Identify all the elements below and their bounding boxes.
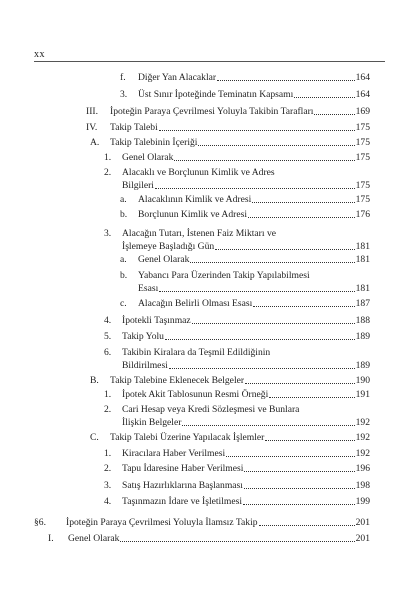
- toc-entry-page-number: 196: [355, 462, 370, 474]
- toc-entry-title: Kiracılara Haber Verilmesi: [122, 447, 226, 459]
- toc-entry-page-number: 198: [355, 479, 370, 491]
- dot-leader: [294, 97, 354, 98]
- toc-entry[interactable]: [90, 374, 370, 388]
- toc-entry-title: Tapu İdaresine Haber Verilmesi: [122, 462, 244, 474]
- toc-entry[interactable]: [34, 516, 370, 530]
- toc-entry[interactable]: [104, 495, 370, 509]
- toc-entry-number: 6.: [104, 347, 112, 358]
- toc-entry[interactable]: [120, 208, 370, 222]
- dot-leader: [248, 217, 355, 218]
- toc-entry-page-number: 189: [355, 359, 370, 371]
- toc-entry-page-number: 164: [355, 88, 370, 100]
- toc-entry-page-number: 201: [355, 532, 370, 544]
- toc-entry-title: Bilgileri: [122, 179, 154, 191]
- toc-entry-title: İpoteğin Paraya Çevrilmesi Yoluyla Takibin Tarafları: [110, 105, 314, 117]
- toc-entry-page-number: 192: [355, 447, 370, 459]
- toc-entry-title-line: Alacağın Tutarı, İstenen Faiz Miktarı ve: [122, 228, 277, 239]
- toc-entry-page-number: 192: [355, 416, 370, 428]
- toc-entry-page-number: 175: [355, 179, 370, 191]
- toc-entry[interactable]: [104, 330, 370, 344]
- toc-entry[interactable]: [120, 193, 370, 207]
- toc-entry-page-number: 188: [355, 314, 370, 326]
- toc-entry-title: İşlemeye Başladığı Gün: [122, 240, 215, 252]
- dot-leader: [269, 397, 354, 398]
- dot-leader: [198, 145, 354, 146]
- toc-entry-page-number: 201: [355, 516, 370, 528]
- toc-entry[interactable]: [90, 136, 370, 150]
- dot-leader: [159, 130, 355, 131]
- toc-entry-page-number: 164: [355, 71, 370, 83]
- toc-entry-page-number: 192: [355, 431, 370, 443]
- toc-entry-number: I.: [48, 532, 54, 544]
- toc-entry-title: Alacağın Belirli Olması Esası: [138, 297, 253, 309]
- toc-entry-number: b.: [120, 208, 128, 220]
- toc-entry[interactable]: [104, 228, 370, 253]
- toc-entry-page-number: 175: [355, 136, 370, 148]
- dot-leader: [245, 383, 355, 384]
- toc-entry-number: IV.: [86, 121, 98, 133]
- toc-entry-title: Taşınmazın İdare ve İşletilmesi: [122, 495, 243, 507]
- dot-leader: [253, 306, 354, 307]
- toc-entry-number: III.: [86, 105, 98, 117]
- toc-entry-title: Satış Hazırlıklarına Başlanması: [122, 479, 243, 491]
- toc-entry-number: A.: [90, 136, 100, 148]
- toc-entry[interactable]: [120, 88, 370, 102]
- toc-entry-title-line: Takibin Kiralara da Teşmil Edildiğinin: [122, 347, 271, 358]
- toc-entry-title-line: Cari Hesap veya Kredi Sözleşmesi ve Bunlara: [122, 404, 300, 415]
- toc-entry-title: İlişkin Belgeler: [122, 416, 182, 428]
- dot-leader: [217, 80, 355, 81]
- toc-entry[interactable]: [104, 479, 370, 493]
- dot-leader: [169, 368, 355, 369]
- toc-entry-number: c.: [120, 297, 127, 309]
- toc-entry[interactable]: [120, 253, 370, 267]
- dot-leader: [159, 291, 354, 292]
- toc-entry-number: 2.: [104, 404, 112, 415]
- toc-entry[interactable]: [120, 297, 370, 311]
- toc-entry[interactable]: [104, 167, 370, 192]
- toc-entry-number: 3.: [104, 479, 112, 491]
- toc-entry-page-number: 176: [355, 208, 370, 220]
- toc-entry-title: Takip Yolu: [122, 330, 164, 342]
- toc-entry-title: Takip Talebi Üzerine Yapılacak İşlemler: [110, 431, 265, 443]
- toc-entry[interactable]: [90, 431, 370, 445]
- dot-leader: [265, 440, 354, 441]
- toc-entry-title: Genel Olarak: [122, 151, 174, 163]
- toc-entry-page-number: 190: [355, 374, 370, 386]
- toc-entry-page-number: 181: [355, 240, 370, 252]
- dot-leader: [244, 471, 354, 472]
- toc-entry-number: 1.: [104, 388, 112, 400]
- toc-entry-title: İpoteğin Paraya Çevrilmesi Yoluyla İlamsız Takip: [66, 516, 258, 528]
- dot-leader: [174, 160, 354, 161]
- toc-entry-title: Genel Olarak: [138, 253, 190, 265]
- toc-entry-page-number: 187: [355, 297, 370, 309]
- page-number: xx: [34, 49, 45, 60]
- toc-entry-number: 5.: [104, 330, 112, 342]
- toc-entry-title: Alacaklının Kimlik ve Adresi: [138, 193, 252, 205]
- toc-entry-number: a.: [120, 193, 127, 205]
- dot-leader: [215, 249, 354, 250]
- toc-entry[interactable]: [48, 532, 370, 546]
- toc-entry[interactable]: [104, 447, 370, 461]
- toc-entry-title-line: Yabancı Para Üzerinden Takip Yapılabilmesi: [138, 270, 310, 281]
- toc-entry[interactable]: [86, 105, 370, 119]
- toc-entry-page-number: 181: [355, 253, 370, 265]
- toc-entry-title: Takip Talebi: [110, 121, 158, 133]
- toc-entry-number: 2.: [104, 167, 112, 178]
- dot-leader: [244, 488, 355, 489]
- dot-leader: [155, 188, 355, 189]
- dot-leader: [243, 504, 355, 505]
- toc-entry[interactable]: [104, 347, 370, 372]
- toc-entry-title: Takip Talebinin İçeriği: [110, 136, 198, 148]
- toc-entry[interactable]: [104, 404, 370, 429]
- toc-entry-number: 1.: [104, 151, 112, 163]
- toc-entry-number: 2.: [104, 462, 112, 474]
- toc-entry-title: İpotek Akit Tablosunun Resmi Örneği: [122, 388, 269, 400]
- toc-entry-number: 3.: [104, 228, 112, 239]
- toc-entry-title: Bildirilmesi: [122, 359, 168, 371]
- dot-leader: [226, 456, 354, 457]
- toc-entry[interactable]: [120, 71, 370, 85]
- toc-entry-title: Genel Olarak: [68, 532, 120, 544]
- dot-leader: [165, 339, 355, 340]
- toc-entry-title: Borçlunun Kimlik ve Adresi: [138, 208, 247, 220]
- toc-entry-number: C.: [90, 431, 99, 443]
- dot-leader: [314, 114, 354, 115]
- dot-leader: [259, 525, 355, 526]
- toc-entry[interactable]: [104, 462, 370, 476]
- toc-entry-page-number: 189: [355, 330, 370, 342]
- toc-entry-page-number: 169: [355, 105, 370, 117]
- dot-leader: [120, 541, 354, 542]
- toc-entry-page-number: 175: [355, 121, 370, 133]
- dot-leader: [192, 323, 355, 324]
- toc-entry-number: 3.: [120, 88, 128, 100]
- toc-entry-page-number: 181: [355, 282, 370, 294]
- toc-entry-title: Üst Sınır İpoteğinde Teminatın Kapsamı: [138, 88, 294, 100]
- toc-entry-page-number: 175: [355, 151, 370, 163]
- toc-entry-title-line: Alacaklı ve Borçlunun Kimlik ve Adres: [122, 167, 275, 178]
- toc-entry-number: a.: [120, 253, 127, 265]
- toc-entry[interactable]: [104, 314, 370, 328]
- toc-entry-number: 4.: [104, 314, 112, 326]
- toc-entry[interactable]: [104, 388, 370, 402]
- toc-entry-title: Takip Talebine Eklenecek Belgeler: [110, 374, 245, 386]
- toc-entry-title: Diğer Yan Alacaklar: [138, 71, 217, 83]
- toc-entry-number: f.: [120, 71, 126, 83]
- toc-entry-number: §6.: [34, 516, 46, 528]
- toc-entry-number: B.: [90, 374, 99, 386]
- toc-entry-page-number: 191: [355, 388, 370, 400]
- dot-leader: [182, 425, 354, 426]
- toc-entry-number: b.: [120, 270, 128, 281]
- toc-entry-title: İpotekli Taşınmaz: [122, 314, 191, 326]
- toc-entry[interactable]: [86, 121, 370, 135]
- toc-entry[interactable]: [104, 151, 370, 165]
- toc-entry[interactable]: [120, 270, 370, 295]
- toc-entry-number: 4.: [104, 495, 112, 507]
- dot-leader: [190, 262, 354, 263]
- dot-leader: [252, 202, 354, 203]
- toc-entry-page-number: 199: [355, 495, 370, 507]
- toc-entry-number: 1.: [104, 447, 112, 459]
- toc-entry-title: Esası: [138, 282, 159, 294]
- toc-entry-page-number: 175: [355, 193, 370, 205]
